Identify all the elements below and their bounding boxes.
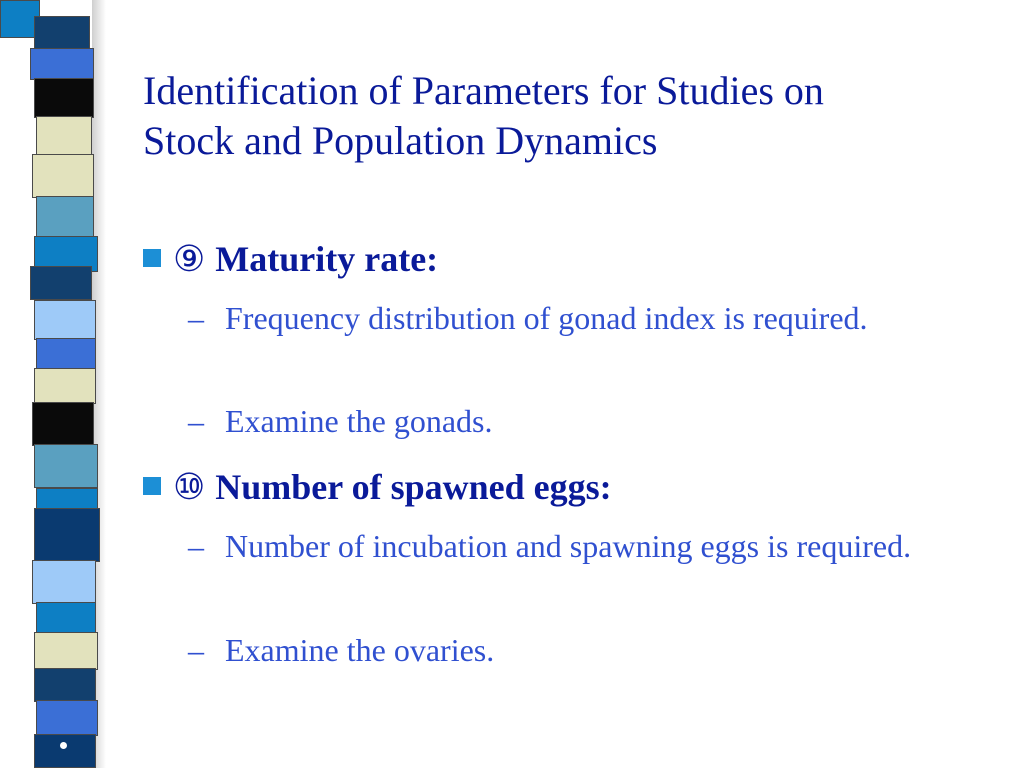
sub-item-text: Examine the gonads. [225,403,493,439]
decorative-strip [0,0,106,768]
sub-item-text: Number of incubation and spawning eggs is required. [225,528,912,564]
strip-block [32,154,94,198]
sub-item [188,398,991,445]
bullet-number-of-spawned-eggs [143,465,993,509]
sub-item [188,627,991,674]
bullet-maturity-rate [143,237,993,281]
strip-dot [60,742,67,749]
strip-block [36,338,96,370]
square-bullet-icon [143,249,161,267]
strip-block [34,300,96,340]
strip-block [36,488,98,510]
bullet-number: ⑩ [173,467,206,507]
strip-block [30,266,92,300]
title-line-2: Stock and Population Dynamics [143,118,658,163]
strip-block [36,196,94,240]
sub-item-text: Examine the ovaries. [225,632,495,668]
bullet-number: ⑨ [173,239,206,279]
dash-icon: – [188,300,204,336]
square-bullet-icon [143,477,161,495]
strip-block [30,48,94,80]
bullet-label: Maturity rate: [215,239,439,279]
strip-block [34,632,98,670]
sub-item-text: Frequency distribution of gonad index is required. [225,300,868,336]
slide-title [143,66,983,166]
dash-icon: – [188,632,204,668]
sub-item [188,295,991,342]
strip-block [32,402,94,446]
strip-block [34,16,90,52]
strip-block [34,508,100,562]
strip-block [36,116,92,156]
sub-item [188,523,991,570]
dash-icon: – [188,403,204,439]
strip-block [34,78,94,118]
strip-block [36,700,98,736]
strip-block [34,368,96,404]
bullet-label: Number of spawned eggs: [215,467,612,507]
dash-icon: – [188,528,204,564]
strip-block [34,444,98,488]
strip-block [34,668,96,702]
strip-block [34,734,96,768]
strip-block [36,602,96,636]
title-line-1: Identification of Parameters for Studies on [143,68,824,113]
strip-block [32,560,96,604]
